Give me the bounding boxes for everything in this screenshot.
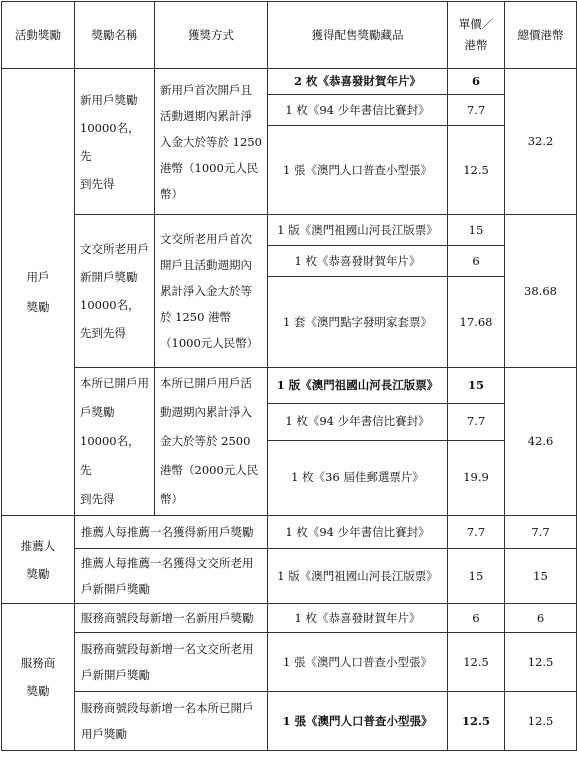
price-existing-2: 7.7 [448,403,505,440]
reward-name-existing: 本所已開戶用戶獎勵 10000名，先 到先得 [75,368,155,516]
price-existing-1: 15 [448,368,505,404]
item-new-1: 2 枚《恭喜發財賀年片》 [268,69,448,95]
header-category: 活動獎勵 [2,2,75,69]
item-wenjiao-3: 1 套《澳門點字發明家套票》 [268,277,448,368]
service-total-3: 12.5 [505,692,577,751]
header-method: 獲獎方式 [155,2,268,69]
category-referral: 推薦人 獎勵 [2,516,75,604]
referral-total-1: 7.7 [505,516,577,549]
service-total-2: 12.5 [505,633,577,692]
header-unit-price: 單價／ 港幣 [448,2,505,69]
price-wenjiao-2: 6 [448,246,505,277]
service-item-1: 1 枚《恭喜發財賀年片》 [268,604,448,633]
item-existing-3: 1 枚《36 屆佳郵選票片》 [268,440,448,515]
table-row [2,549,577,604]
item-existing-1: 1 版《澳門祖國山河長江版票》 [268,368,448,404]
item-wenjiao-1: 1 版《澳門祖國山河長江版票》 [268,215,448,246]
price-new-3: 12.5 [448,126,505,215]
table-row [2,368,577,404]
total-new: 32.2 [505,69,577,215]
price-wenjiao-3: 17.68 [448,277,505,368]
method-existing: 本所已開戶用戶活動週期內累計淨入金大於等於 2500 港幣（2000元人民幣） [155,368,268,516]
reward-name-new: 新用戶獎勵 10000名，先 到先得 [75,69,155,215]
header-name: 獎勵名稱 [75,2,155,69]
item-wenjiao-2: 1 枚《恭喜發財賀年片》 [268,246,448,277]
service-total-1: 6 [505,604,577,633]
reward-name-wenjiao: 文交所老用戶新開戶獎勵 10000名，先到先得 [75,215,155,368]
header-row [2,2,577,69]
table-row [2,69,577,95]
price-new-2: 7.7 [448,95,505,126]
category-user: 用戶 獎勵 [2,69,75,516]
category-service: 服務商 獎勵 [2,604,75,751]
referral-method-1: 推薦人每推薦一名獲得新用戶獎勵 [75,516,268,549]
price-existing-3: 19.9 [448,440,505,515]
table-row [2,215,577,246]
service-price-1: 6 [448,604,505,633]
item-new-3: 1 張《澳門人口普查小型張》 [268,126,448,215]
item-new-2: 1 枚《94 少年書信比賽封》 [268,95,448,126]
service-method-2: 服務商號段每新增一名文交所老用戶新開戶獎勵 [75,633,268,692]
service-item-3: 1 張《澳門人口普查小型張》 [268,692,448,751]
service-method-3: 服務商號段每新增一名本所已開戶用戶獎勵 [75,692,268,751]
service-price-2: 12.5 [448,633,505,692]
total-wenjiao: 38.68 [505,215,577,368]
price-wenjiao-1: 15 [448,215,505,246]
service-method-1: 服務商號段每新增一名新用戶獎勵 [75,604,268,633]
service-item-2: 1 張《澳門人口普查小型張》 [268,633,448,692]
referral-price-1: 7.7 [448,516,505,549]
referral-total-2: 15 [505,549,577,604]
price-new-1: 6 [448,69,505,95]
method-wenjiao: 文交所老用戶首次開戶且活動週期內累計淨入金大於等於 1250 港幣（1000元人民幣） [155,215,268,368]
table-row [2,692,577,751]
total-existing: 42.6 [505,368,577,516]
header-total-price: 總價港幣 [505,2,577,69]
table-row [2,633,577,692]
table-row [2,604,577,633]
method-new: 新用戶首次開戶且活動週期內累計淨入金大於等於 1250 港幣（1000元人民幣） [155,69,268,215]
referral-method-2: 推薦人每推薦一名獲得文交所老用戶新開戶獎勵 [75,549,268,604]
header-item: 獲得配售獎勵藏品 [268,2,448,69]
referral-item-2: 1 版《澳門祖國山河長江版票》 [268,549,448,604]
reward-table [1,1,577,751]
referral-item-1: 1 枚《94 少年書信比賽封》 [268,516,448,549]
table-row [2,516,577,549]
referral-price-2: 15 [448,549,505,604]
service-price-3: 12.5 [448,692,505,751]
item-existing-2: 1 枚《94 少年書信比賽封》 [268,403,448,440]
